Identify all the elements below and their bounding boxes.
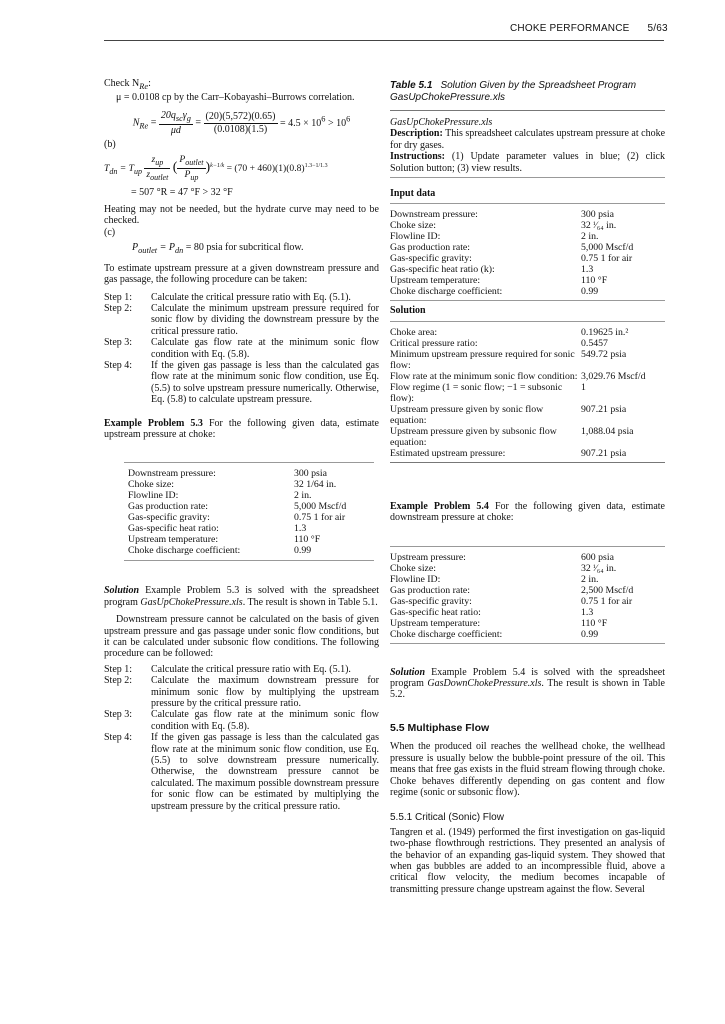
step-label: Step 4: (104, 732, 133, 744)
example-5-3-intro: Example Problem 5.3 For the following given data, estimate upstream pressure at choke: (104, 417, 379, 440)
param-value: 549.72 psia (581, 348, 627, 360)
param-value: 0.5457 (581, 337, 608, 349)
param-value: 0.75 1 for air (581, 595, 633, 607)
step-text: Calculate the critical pressure ratio with Eq. (5.1). (151, 663, 351, 675)
outlet-pressure-eq: $P_{outlet} = P_{dn} = 80$ psia for subcritical flow. (132, 242, 304, 256)
param-value: 0.19625 in.² (581, 326, 629, 338)
step-item (104, 664, 379, 675)
step-label: Step 2: (104, 302, 133, 314)
param-value: 2 in. (581, 573, 599, 585)
step-label: Step 1: (104, 291, 133, 303)
input-row (390, 264, 665, 275)
param-value: 0.99 (581, 628, 599, 640)
param-name: Choke size: (390, 562, 436, 574)
param-name: Gas-specific gravity: (390, 595, 472, 607)
data-row (390, 596, 665, 607)
step-label: Step 3: (104, 709, 133, 721)
solution-row (390, 404, 665, 426)
param-value: 110 °F (581, 275, 608, 287)
data-row (390, 607, 665, 618)
solution-row (390, 448, 665, 459)
param-name: Upstream temperature: (390, 275, 481, 287)
data-row (128, 534, 378, 545)
data-row (128, 479, 378, 490)
param-value: 32 ⁱ⁄₆₄ in. (581, 562, 617, 574)
section-5-5-1-title: 5.5.1 Critical (Sonic) Flow (390, 812, 504, 824)
solution-row (390, 426, 665, 448)
param-value: 0.99 (581, 286, 599, 298)
input-row (390, 286, 665, 297)
step-item (104, 360, 379, 406)
input-row (390, 275, 665, 286)
section-5-5-1-text: Tangren et al. (1949) performed the first investigation on gas-liquid two-phase flowthrough restrictions. They presented an analysis of the behavior of an expanding gas-liquid system. They showed that when gas bubbles are added to an incompressible fluid, above a critical flow velocity, the medium becomes incapable of transmitting pressure change upstream against the flow. Several (390, 826, 665, 895)
program-name: GasUpChokePressure.xls (390, 117, 493, 128)
step-item (104, 709, 379, 732)
param-value: 0.75 1 for air (294, 512, 346, 524)
step-item (104, 732, 379, 812)
param-name: Choke size: (390, 220, 436, 232)
step-text: If the given gas passage is less than the calculated gas flow rate at the minimum sonic flow condition, use Eq. (5.5) to solve downstream pressure numerically. Otherwise, the downstream pressure cannot be calculated. The maximum possible downstream pressure for sonic flow can be estimated by multiplying the upstream pressure by the critical pressure ratio. (151, 732, 379, 812)
param-value: 907.21 psia (581, 403, 627, 415)
steps-downstream (104, 664, 379, 812)
param-name: Choke discharge coefficient: (128, 545, 241, 557)
step-item (104, 337, 379, 360)
data-row (390, 574, 665, 585)
param-value: 1 (581, 381, 586, 393)
input-data-heading: Input data (390, 188, 436, 200)
downstream-para: Downstream pressure cannot be calculated on the basis of given upstream pressure and gas passage under sonic flow conditions, but it can be calculated under subsonic flow conditions. The following procedure can be followed: (104, 614, 379, 660)
solution-row (390, 349, 665, 371)
param-name: Estimated upstream pressure: (390, 447, 506, 459)
param-name: Upstream temperature: (390, 617, 481, 629)
param-name: Minimum upstream pressure required for sonic flow: (390, 348, 575, 371)
table-5-1-caption: Table 5.1 Solution Given by the Spreadsheet Program GasUpChokePressure.xls (390, 80, 637, 103)
input-row (390, 209, 665, 220)
param-value: 300 psia (294, 468, 327, 480)
step-text: If the given gas passage is less than the calculated gas flow rate at the minimum sonic flow condition, use Eq. (5.5) to solve upstream pressure numerically. Otherwise, Eq. (5.8) to calculate upstream pressure. (151, 359, 379, 406)
temperature-result: = 507 °R = 47 °F > 32 °F (131, 186, 233, 198)
solution-heading: Solution (390, 305, 426, 317)
step-item (104, 292, 379, 303)
step-label: Step 4: (104, 359, 133, 371)
solution-5-4: Solution Example Problem 5.4 is solved with the spreadsheet program GasDownChokePressure.xls. The result is shown in Table 5.2. (390, 666, 665, 701)
param-value: 300 psia (581, 209, 614, 221)
param-name: Choke size: (128, 479, 174, 491)
step-item (104, 675, 379, 709)
data-row (128, 523, 378, 534)
running-header (510, 23, 668, 34)
data-row (128, 512, 378, 523)
data-row (390, 563, 665, 574)
param-name: Gas-specific heat ratio (k): (390, 264, 495, 276)
param-value: 0.75 1 for air (581, 253, 633, 265)
data-row (128, 490, 378, 501)
param-name: Downstream pressure: (128, 468, 216, 480)
temperature-equation: $T_{dn} = T_{up}$ $\frac{z_{up}}{z_{outlet}}$ ( $\frac{P_{outlet}}{P_{up}}$ )$^{k-1/k} = (70 + 460)(1)(0.8)^{1.3-1/1.3}$ (104, 154, 328, 183)
step-text: Calculate the critical pressure ratio with Eq. (5.1). (151, 291, 351, 303)
param-value: 2 in. (294, 490, 312, 502)
running-title: CHOKE PERFORMANCE (510, 23, 630, 34)
section-5-5-title: 5.5 Multiphase Flow (390, 721, 490, 734)
param-value: 1.3 (581, 606, 594, 618)
steps-upstream (104, 292, 379, 406)
param-name: Gas-specific heat ratio: (390, 606, 481, 618)
example-5-4-data (390, 546, 665, 644)
step-label: Step 3: (104, 337, 133, 349)
right-column (390, 80, 665, 895)
param-name: Critical pressure ratio: (390, 337, 478, 349)
reynolds-equation: $N_{Re}$ = $\frac{20q_{sc}\gamma_g}{\mu d}$ = $\frac{(20)(5,572)(0.65)}{(0.0108)(1.5)}$ = $4.5 \times 10^6 > 10^6$ (132, 109, 351, 137)
param-name: Upstream pressure given by subsonic flow equation: (390, 425, 557, 448)
header-rule (104, 40, 664, 41)
data-row (128, 545, 378, 556)
step-text: Calculate the maximum downstream pressure for minimum sonic flow by multiplying the upstream pressure by the critical pressure ratio. (151, 675, 379, 710)
heating-note: Heating may not be needed, but the hydrate curve may need to be checked. (104, 204, 379, 227)
data-row (390, 552, 665, 563)
param-value: 32 ⁱ⁄₆₄ in. (581, 220, 617, 232)
param-name: Choke area: (390, 326, 438, 338)
data-row (128, 501, 378, 512)
param-name: Gas-specific heat ratio: (128, 523, 219, 535)
param-value: 2 in. (581, 231, 599, 243)
param-name: Upstream pressure: (390, 551, 466, 563)
solution-5-3: Solution Example Problem 5.3 is solved with the spreadsheet program GasUpChokePressure.xls. The result is shown in Table 5.1. (104, 585, 379, 608)
param-value: 907.21 psia (581, 447, 627, 459)
section-5-5-text: When the produced oil reaches the wellhead choke, the wellhead pressure is usually below the bubble-point pressure of the oil. This means that free gas exists in the fluid stream flowing through choke. Choke behaves differently depending on gas content and flow regime (sonic or subsonic flow). (390, 741, 665, 798)
param-name: Gas production rate: (128, 501, 208, 513)
param-name: Choke discharge coefficient: (390, 286, 503, 298)
param-value: 1.3 (294, 523, 307, 535)
part-b-label: (b) (104, 138, 116, 150)
param-name: Flowline ID: (390, 231, 441, 243)
instructions: Instructions: (1) Update parameter values in blue; (2) click Solution button; (3) view results. (390, 151, 665, 174)
param-name: Gas production rate: (390, 584, 470, 596)
param-value: 110 °F (581, 617, 608, 629)
param-name: Flow rate at the minimum sonic flow condition: (390, 370, 578, 382)
description: Description: This spreadsheet calculates upstream pressure at choke for dry gases. (390, 128, 666, 151)
step-text: Calculate the minimum upstream pressure required for sonic flow by dividing the downstream pressure by the critical pressure ratio. (151, 302, 379, 337)
param-name: Upstream temperature: (128, 534, 219, 546)
data-row (390, 629, 665, 640)
param-value: 1.3 (581, 264, 594, 276)
param-value: 5,000 Mscf/d (294, 501, 347, 513)
solution-row (390, 338, 665, 349)
step-item (104, 303, 379, 337)
input-row (390, 253, 665, 264)
step-text: Calculate gas flow rate at the minimum sonic flow condition with Eq. (5.8). (151, 337, 379, 360)
solution-row (390, 382, 665, 404)
solution-row (390, 371, 665, 382)
input-row (390, 231, 665, 242)
param-name: Flow regime (1 = sonic flow; −1 = subsonic flow): (390, 381, 563, 404)
param-name: Gas-specific gravity: (390, 253, 472, 265)
param-value: 3,029.76 Mscf/d (581, 370, 646, 382)
estimate-intro: To estimate upstream pressure at a given downstream pressure and gas passage, the following procedure can be taken: (104, 262, 379, 286)
param-value: 32 1/64 in. (294, 479, 337, 491)
param-name: Downstream pressure: (390, 209, 478, 221)
param-value: 110 °F (294, 534, 321, 546)
viscosity-line: μ = 0.0108 cp by the Carr–Kobayashi–Burrows correlation. (116, 92, 355, 104)
example-5-4-intro: Example Problem 5.4 For the following given data, estimate downstream pressure at choke: (390, 500, 665, 524)
input-row (390, 242, 665, 253)
param-value: 5,000 Mscf/d (581, 242, 634, 254)
data-row (390, 618, 665, 629)
example-5-3-data (124, 462, 374, 561)
param-name: Choke discharge coefficient: (390, 628, 503, 640)
data-row (390, 585, 665, 596)
page-number: 5/63 (647, 23, 668, 34)
param-name: Upstream pressure given by sonic flow equation: (390, 403, 544, 426)
param-name: Gas-specific gravity: (128, 512, 210, 524)
step-label: Step 1: (104, 663, 133, 675)
input-row (390, 220, 665, 231)
param-value: 1,088.04 psia (581, 425, 634, 437)
param-value: 600 psia (581, 551, 614, 563)
check-nre-line: Check $N_{Re}$: (104, 78, 151, 91)
part-c-label: (c) (104, 226, 116, 238)
param-value: 0.99 (294, 545, 312, 557)
step-text: Calculate gas flow rate at the minimum sonic flow condition with Eq. (5.8). (151, 709, 379, 732)
solution-row (390, 327, 665, 338)
param-value: 2,500 Mscf/d (581, 584, 634, 596)
step-label: Step 2: (104, 675, 133, 687)
left-column (104, 78, 379, 812)
param-name: Flowline ID: (128, 490, 179, 502)
param-name: Flowline ID: (390, 573, 441, 585)
data-row (128, 468, 378, 479)
param-name: Gas production rate: (390, 242, 470, 254)
